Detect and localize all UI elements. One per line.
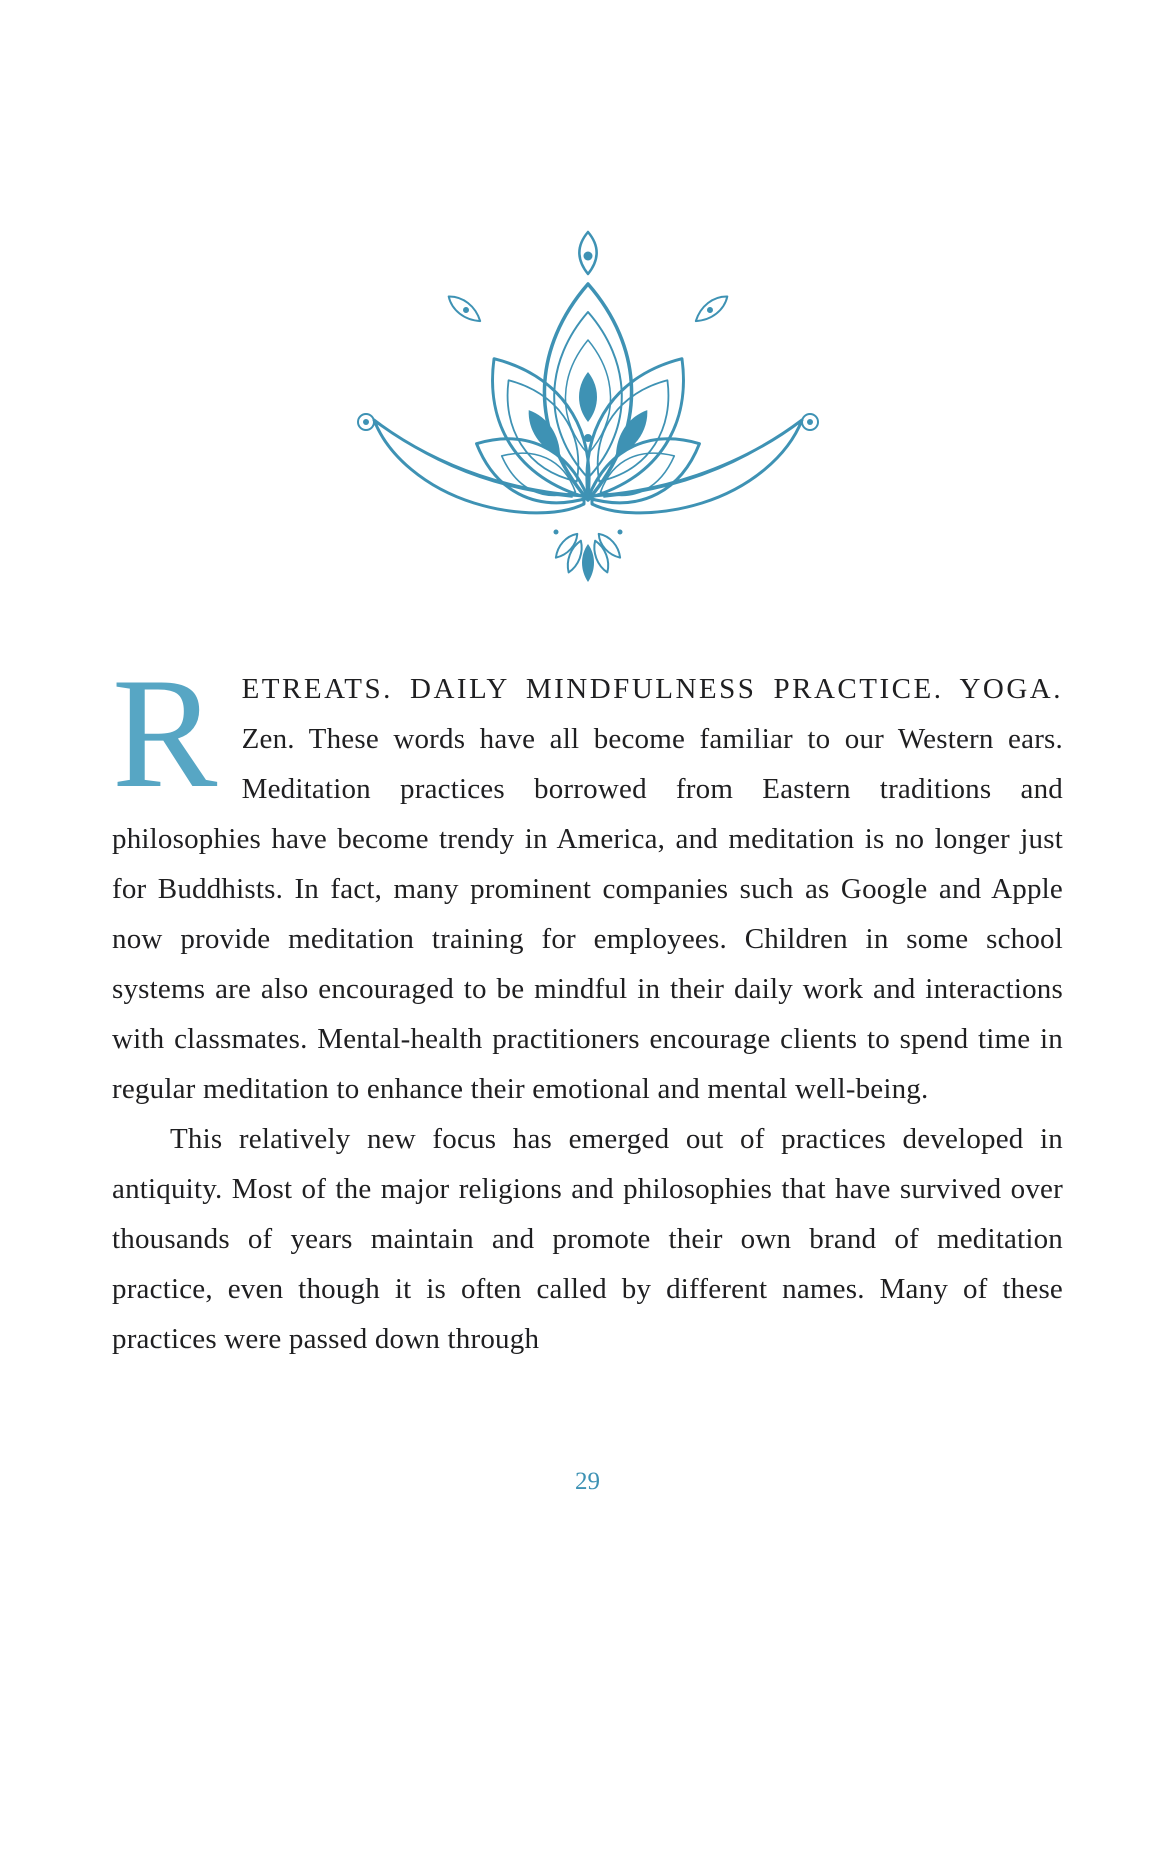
paragraph-opening [112,646,1063,1114]
page-number: 29 [575,1468,600,1495]
dropcap-letter: R [112,646,218,821]
page-body-text [112,646,1063,1364]
paragraph-2-text: This relatively new focus has emerged out of practices developed in antiquity. Most of the major religions and philosophies that have survived over thousands of years maintain and promote their own brand of meditation practice, even though it is often called by different names. Many of these practices were passed down through [112,1123,1063,1355]
paragraph-1-text: Zen. These words have all become familiar to our Western ears. Meditation practices borrowed from Eastern traditions and philosophies have become trendy in America, and meditation is no longer just for Buddhists. In fact, many prominent companies such as Google and Apple now provide meditation training for employees. Children in some school systems are also encouraged to be mindful in their daily work and interactions with classmates. Mental-health practitioners encourage clients to spend time in regular meditation to enhance their emotional and mental well-being. [112,723,1063,1105]
lotus-mandala-icon [328,226,848,598]
opening-caps-text: ETREATS. DAILY MINDFULNESS PRACTICE. YOGA. [241,673,1063,705]
lotus-illustration [328,226,848,598]
